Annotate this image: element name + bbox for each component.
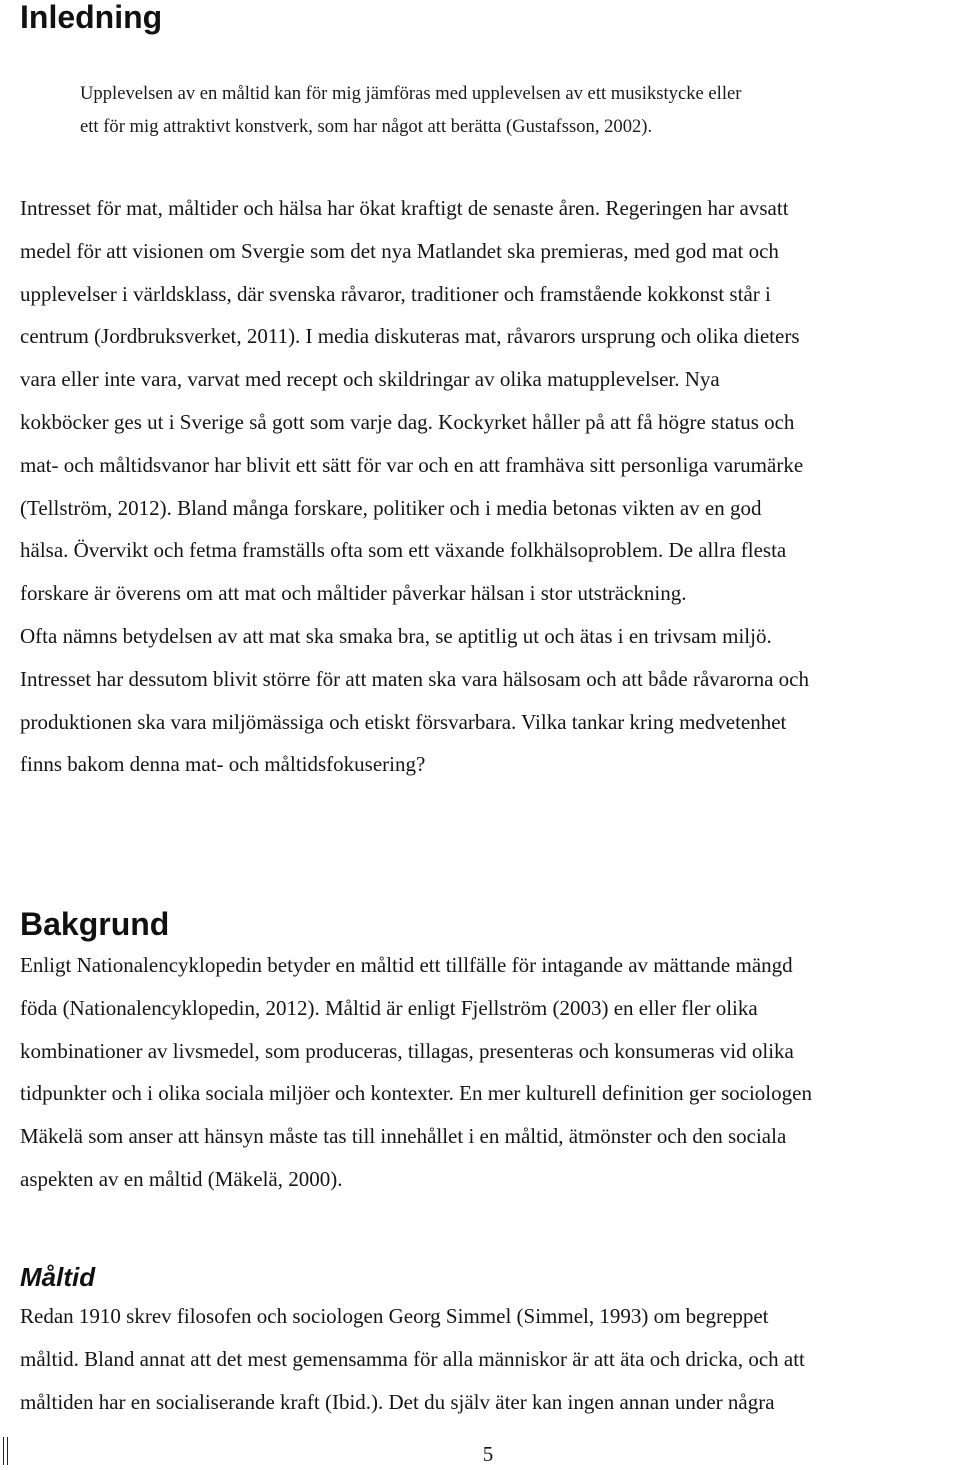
text-line: kokböcker ges ut i Sverige så gott som varje dag. Kockyrket håller på att få högre status och bbox=[20, 409, 795, 434]
text-line: produktionen ska vara miljömässiga och etiskt försvarbara. Vilka tankar kring medvetenhet bbox=[20, 709, 787, 734]
text-line: hälsa. Övervikt och fetma framställs ofta som ett växande folkhälsoproblem. De allra flesta bbox=[20, 538, 787, 563]
text-line: Redan 1910 skrev filosofen och sociologen Georg Simmel (Simmel, 1993) om begreppet bbox=[20, 1304, 769, 1328]
text-line: vara eller inte vara, varvat med recept och skildringar av olika matupplevelser. Nya bbox=[20, 367, 720, 392]
quote-line: ett för mig attraktivt konstverk, som har något att berätta (Gustafsson, 2002). bbox=[80, 116, 653, 137]
text-line: finns bakom denna mat- och måltidsfokusering? bbox=[20, 752, 426, 777]
text-line: Enligt Nationalencyklopedin betyder en måltid ett tillfälle för intagande av mättande mängd bbox=[20, 953, 793, 977]
text-line: Ofta nämns betydelsen av att mat ska smaka bra, se aptitlig ut och ätas i en trivsam miljö. bbox=[20, 623, 772, 648]
text-line: föda (Nationalencyklopedin, 2012). Måltid är enligt Fjellström (2003) en eller fler olika bbox=[20, 995, 758, 1020]
heading-bakgrund: Bakgrund bbox=[20, 906, 170, 942]
text-line: Intresset för mat, måltider och hälsa har ökat kraftigt de senaste åren. Regeringen har avsatt bbox=[20, 196, 789, 220]
text-line: tidpunkter och i olika sociala miljöer och kontexter. En mer kulturell definition ger sociologen bbox=[20, 1081, 812, 1106]
text-line: kombinationer av livsmedel, som produceras, tillagas, presenteras och konsumeras vid olika bbox=[20, 1038, 794, 1063]
paragraph-bakgrund bbox=[20, 944, 960, 1201]
text-line: måltid. Bland annat att det mest gemensamma för alla människor är att äta och dricka, och att bbox=[20, 1346, 805, 1371]
text-line: Intresset har dessutom blivit större för att maten ska vara hälsosam och att både råvarorna och bbox=[20, 666, 809, 691]
text-line: (Tellström, 2012). Bland många forskare, politiker och i media betonas vikten av en god bbox=[20, 495, 762, 520]
heading-maltid: Måltid bbox=[20, 1262, 96, 1292]
text-line: måltiden har en socialiserande kraft (Ibid.). Det du själv äter kan ingen annan under några bbox=[20, 1389, 775, 1414]
quote-line: Upplevelsen av en måltid kan för mig jämföras med upplevelsen av ett musikstycke eller bbox=[80, 83, 742, 104]
paragraph-intro bbox=[20, 187, 960, 786]
paragraph-maltid bbox=[20, 1295, 960, 1423]
text-line: Mäkelä som anser att hänsyn måste tas till innehållet i en måltid, ätmönster och den sociala bbox=[20, 1124, 787, 1149]
intro-quote bbox=[80, 77, 840, 143]
text-line: aspekten av en måltid (Mäkelä, 2000). bbox=[20, 1166, 343, 1191]
text-line: medel för att visionen om Svergie som det nya Matlandet ska premieras, med god mat och bbox=[20, 238, 779, 263]
text-line: mat- och måltidsvanor har blivit ett sätt för var och en att framhäva sitt personliga varumärke bbox=[20, 452, 804, 477]
heading-inledning: Inledning bbox=[20, 0, 163, 35]
text-line: upplevelser i världsklass, där svenska råvaror, traditioner och framstående kokkonst står i bbox=[20, 281, 771, 306]
text-line: forskare är överens om att mat och måltider påverkar hälsan i stor utsträckning. bbox=[20, 581, 687, 606]
text-line: centrum (Jordbruksverket, 2011). I media diskuteras mat, råvarors ursprung och olika dieters bbox=[20, 324, 800, 349]
page-number: 5 bbox=[482, 1442, 494, 1466]
